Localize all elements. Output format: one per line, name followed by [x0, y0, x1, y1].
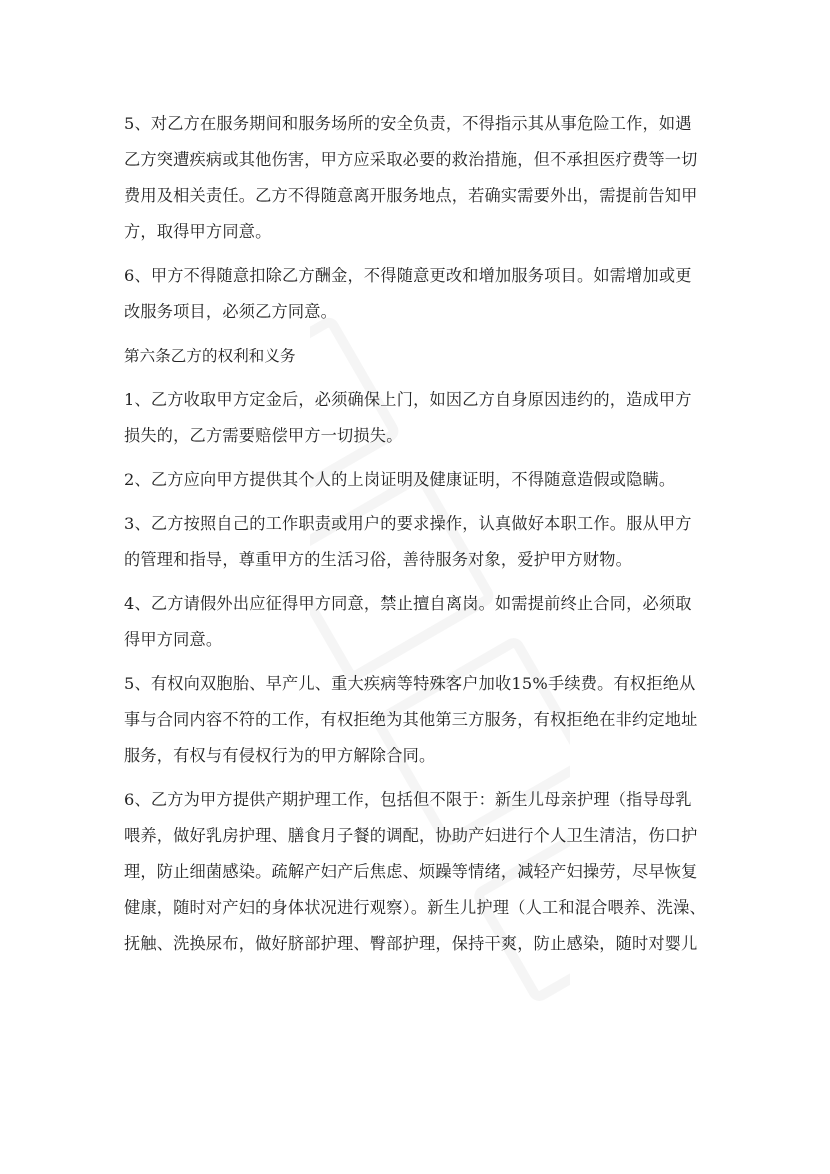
text-line: 得甲方同意。 — [124, 630, 223, 649]
text-line: 喂养，做好乳房护理、膳食月子餐的调配，协助产妇进行个人卫生清洁，伤口护 — [124, 826, 698, 845]
text-line: 6、乙方为甲方提供产期护理工作，包括但不限于：新生儿母亲护理（指导母乳 — [124, 790, 692, 809]
text-line: 事与合同内容不符的工作，有权拒绝为其他第三方服务，有权拒绝在非约定地址 — [124, 710, 698, 729]
paragraph-item-1 — [124, 382, 714, 454]
paragraph-item-2 — [124, 462, 714, 498]
text-line: 服务，有权与有侵权行为的甲方解除合同。 — [124, 746, 436, 765]
text-line: 改服务项目，必须乙方同意。 — [124, 302, 338, 321]
text-line: 2、乙方应向甲方提供其个人的上岗证明及健康证明，不得随意造假或隐瞒。 — [124, 470, 676, 489]
text-line: 理，防止细菌感染。疏解产妇产后焦虑、烦躁等情绪，减轻产妇操劳，尽早恢复 — [124, 862, 698, 881]
text-line: 健康，随时对产妇的身体状况进行观察）。新生儿护理（人工和混合喂养、洗澡、 — [124, 898, 706, 917]
text-line: 5、对乙方在服务期间和服务场所的安全负责，不得指示其从事危险工作，如遇 — [124, 114, 692, 133]
text-line: 抚触、洗换尿布，做好脐部护理、臀部护理，保持干爽，防止感染，随时对婴儿 — [124, 934, 698, 953]
document-body — [124, 106, 714, 970]
text-line: 5、有权向双胞胎、早产儿、重大疾病等特殊客户加收15%手续费。有权拒绝从 — [124, 674, 696, 693]
text-line: 4、乙方请假外出应征得甲方同意，禁止擅自离岗。如需提前终止合同，必须取 — [124, 594, 692, 613]
paragraph-item-6-first — [124, 258, 714, 330]
paragraph-item-5 — [124, 666, 714, 774]
paragraph-item-5-first — [124, 106, 714, 250]
text-line: 乙方突遭疾病或其他伤害，甲方应采取必要的救治措施，但不承担医疗费等一切 — [124, 150, 698, 169]
text-line: 3、乙方按照自己的工作职责或用户的要求操作，认真做好本职工作。服从甲方 — [124, 514, 692, 533]
paragraph-item-3 — [124, 506, 714, 578]
text-line: 方，取得甲方同意。 — [124, 222, 272, 241]
paragraph-item-4 — [124, 586, 714, 658]
text-line: 1、乙方收取甲方定金后，必须确保上门，如因乙方自身原因违约的，造成甲方 — [124, 390, 692, 409]
text-line: 费用及相关责任。乙方不得随意离开服务地点，若确实需要外出，需提前告知甲 — [124, 186, 698, 205]
section-heading: 第六条乙方的权利和义务 — [124, 347, 296, 365]
paragraph-item-6 — [124, 782, 714, 962]
text-line: 损失的，乙方需要赔偿甲方一切损失。 — [124, 426, 403, 445]
text-line: 的管理和指导，尊重甲方的生活习俗，善待服务对象，爱护甲方财物。 — [124, 550, 633, 569]
text-line: 6、甲方不得随意扣除乙方酬金，不得随意更改和增加服务项目。如需增加或更 — [124, 266, 692, 285]
